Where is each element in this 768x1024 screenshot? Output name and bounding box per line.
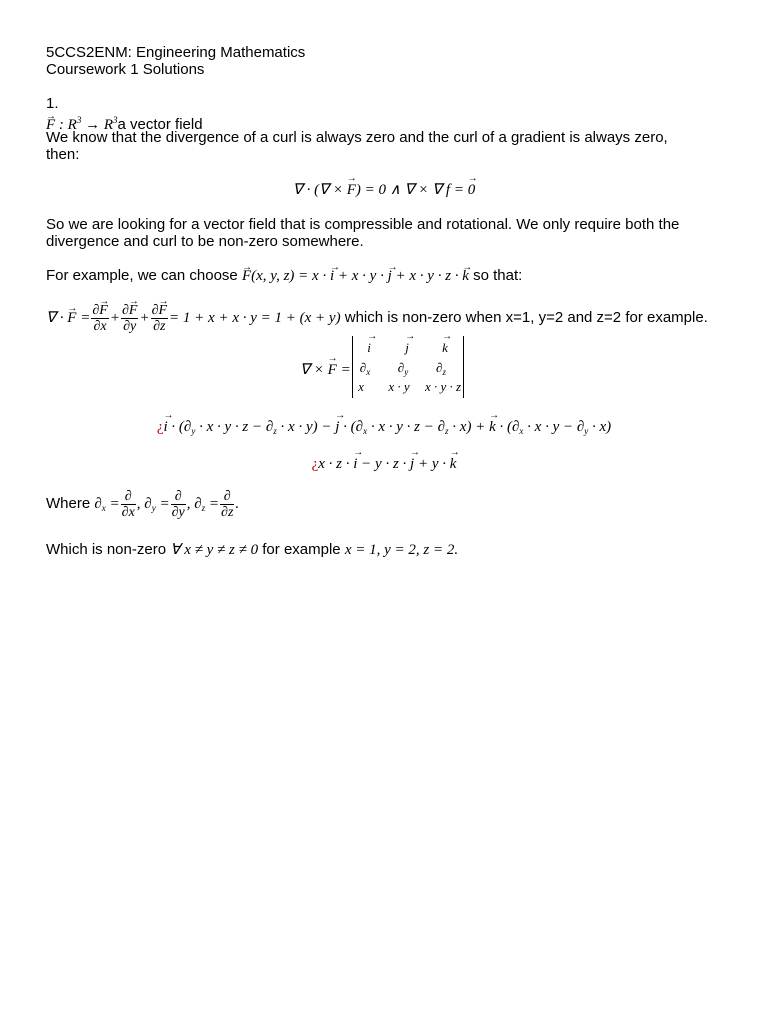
document-subtitle: Coursework 1 Solutions (46, 61, 205, 78)
paragraph-1-line-2: divergence and curl to be non-zero somewhere. (46, 233, 364, 250)
intro-line-1: We know that the divergence of a curl is always zero and the curl of a gradient is always zero, (46, 129, 668, 146)
final-statement (46, 541, 458, 559)
intro-line-2: then: (46, 146, 80, 163)
divergence-note: which is non-zero when x=1, y=2 and z=2 for example. (344, 309, 708, 326)
math-example-values: x = 1, y = 2, z = 2. (344, 542, 459, 558)
curl-label: ∇ × → F = (300, 360, 351, 379)
example-line (46, 267, 522, 285)
determinant-matrix: → i → j → k $\partial_x$ $\partial_y$ $\partial_z$ x x · y x · y · z (352, 336, 464, 398)
where-definition: Where $\partial_x$ = $\frac{\partial}{\partial x}$ , $\partial_y$ = $\frac{\partial}{\partial y}$ , $\partial_z$ = $\frac{\partial}{\partial z}$ . (46, 488, 240, 520)
curl-result: ¿x · z · → i − y · z · → j + y · → k (0, 455, 768, 473)
paragraph-1-line-1: So we are looking for a vector field that is compressible and rotational. We only require both the (46, 216, 680, 233)
identity-equation: ∇ · (∇ × → F) = 0 ∧ ∇ × ∇ f = → 0 (0, 180, 768, 199)
example-suffix: so that: (473, 267, 523, 284)
math-example-field: → F(x, y, z) = x · → i + x · y · → j + x · y · z · → k (242, 268, 469, 284)
where-label: Where (46, 495, 91, 512)
math-field-mapping: → F : $R^3 \to R^3$ (46, 117, 118, 133)
divergence-equation: ∇ · → F = $\frac{\partial\to F}{\partial x}$ + $\frac{\partial\to F}{\partial y}$ + $\frac{\partial\to F}{\partial z}$ = 1 + x + x · y = 1 + (x + y) which is non-zero when x=1, y=2 and z=2 for example. (46, 300, 708, 336)
question-number: 1. (46, 95, 59, 112)
math-divergence: ∇ · → F = (46, 310, 90, 326)
example-prefix: For example, we can choose (46, 267, 238, 284)
field-suffix-text: a vector field (117, 116, 203, 133)
final-mid: for example (262, 541, 341, 558)
curl-expansion: ¿→ $i \cdot (\partial_y \cdot x \cdot y \cdot z - \partial_z \cdot x \cdot y)$ − → $j \cdot (\partial_x \cdot x \cdot y \cdot z - \partial_z \cdot x)$ + → $k \cdot (\partial_x \cdot x \cdot y - \partial_y \cdot x)$ (0, 418, 768, 436)
math-condition: ∀ x ≠ y ≠ z ≠ 0 (170, 542, 259, 558)
final-prefix: Which is non-zero (46, 541, 167, 558)
course-title: 5CCS2ENM: Engineering Mathematics (46, 44, 306, 61)
